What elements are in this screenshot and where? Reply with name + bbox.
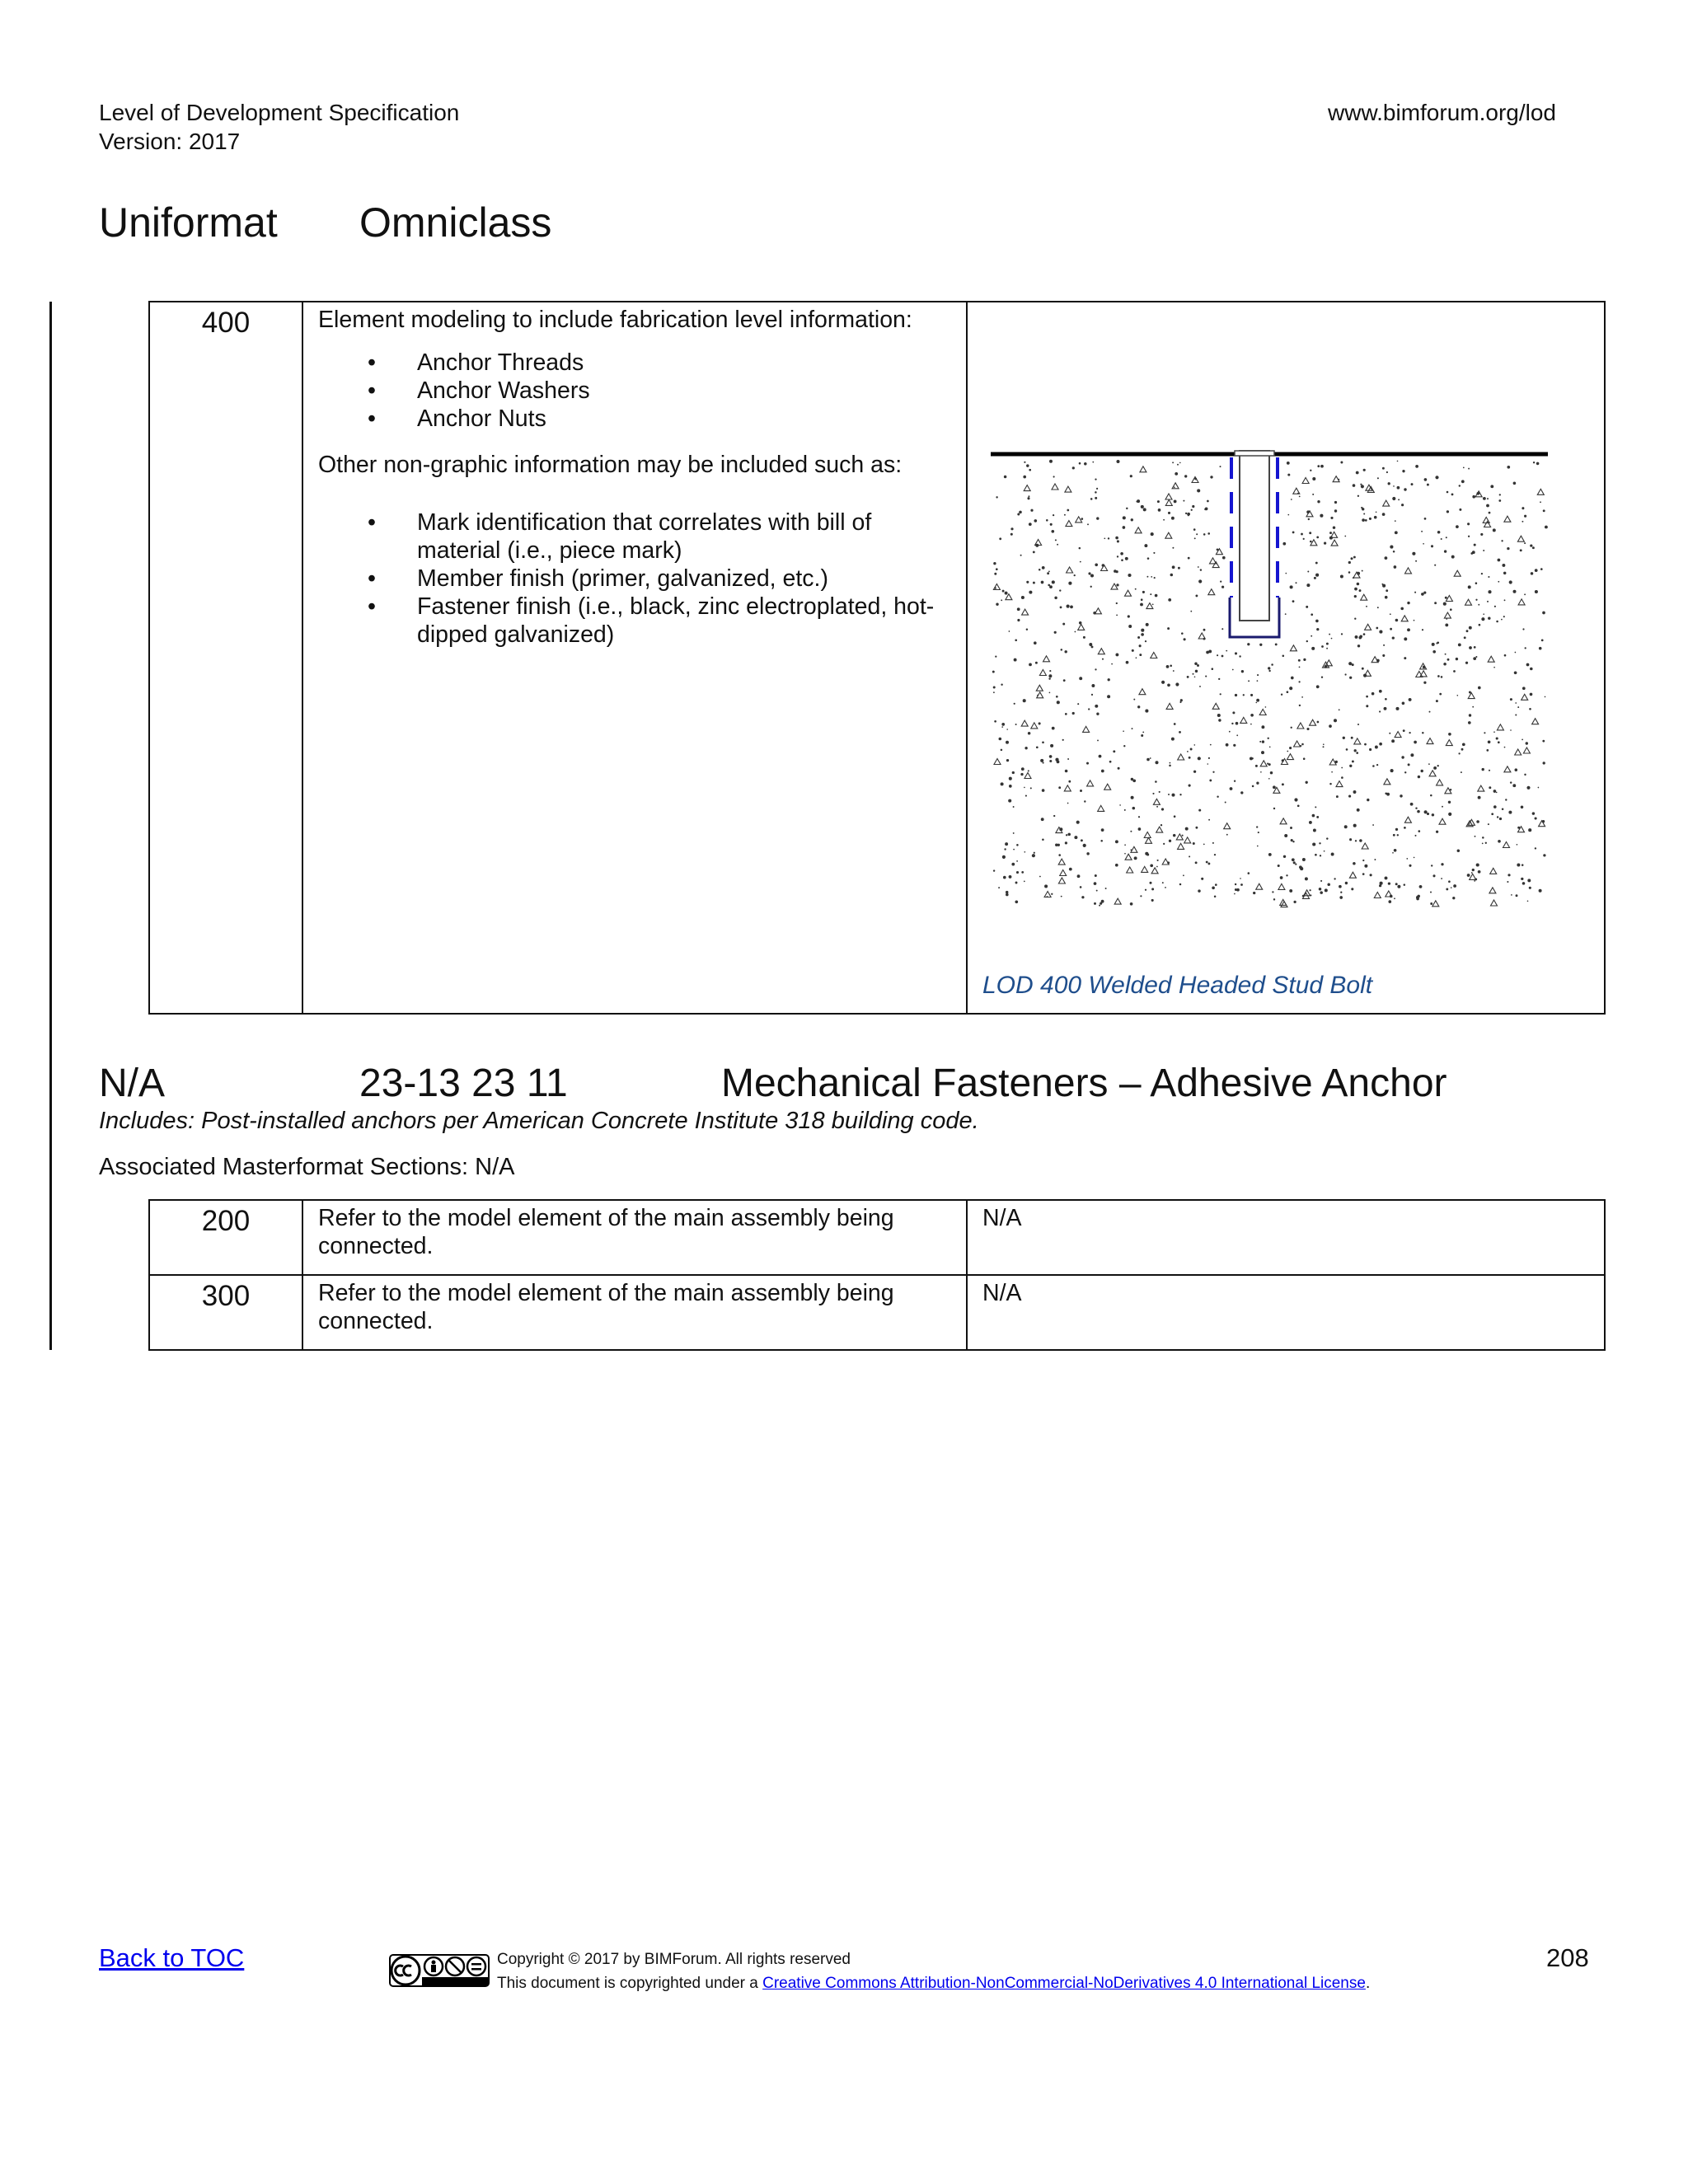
section-title: Mechanical Fasteners – Adhesive Anchor <box>721 1062 1447 1105</box>
lod-nongraphic-list <box>318 509 951 649</box>
heading-omniclass: Omniclass <box>359 199 552 246</box>
lod-illustration-cell: N/A <box>967 1275 1605 1350</box>
doc-version: Version: 2017 <box>99 129 241 154</box>
lod-level-cell: 300 <box>149 1275 302 1350</box>
table-row <box>149 1275 1605 1350</box>
lod-level-cell: 200 <box>149 1200 302 1275</box>
revision-change-bar <box>49 302 52 1350</box>
page-number: 208 <box>1546 1943 1589 1972</box>
section-uniformat: N/A <box>99 1062 166 1105</box>
list-item: • Anchor Threads <box>417 349 951 377</box>
section-omniclass: 23-13 23 11 <box>359 1062 568 1105</box>
lod-description-cell <box>302 302 967 1014</box>
adhesive-anchor-table <box>148 1199 1606 1351</box>
header-url: www.bimforum.org/lod <box>1328 100 1556 125</box>
lod-illustration-cell <box>967 302 1605 1014</box>
heading-uniformat: Uniformat <box>99 199 278 246</box>
list-item: • Member finish (primer, galvanized, etc.) <box>417 565 951 593</box>
list-item: • Anchor Nuts <box>417 405 951 433</box>
doc-title: Level of Development Specification <box>99 100 460 125</box>
list-item: • Fastener finish (i.e., black, zinc electroplated, hot-dipped galvanized) <box>417 593 951 649</box>
stud-shank <box>1240 451 1269 621</box>
associated-masterformat: Associated Masterformat Sections: N/A <box>99 1154 515 1180</box>
lod-description-cell: Refer to the model element of the main assembly being connected. <box>302 1275 967 1350</box>
copyright-text: Copyright © 2017 by BIMForum. All rights reserved <box>497 1951 851 1968</box>
list-item: • Anchor Washers <box>417 377 951 405</box>
lod-illustration-cell: N/A <box>967 1200 1605 1275</box>
lod-graphic-list <box>318 349 951 433</box>
lod-description-cell: Refer to the model element of the main assembly being connected. <box>302 1200 967 1275</box>
stud-weld-plate <box>1235 451 1274 456</box>
license-link[interactable]: Creative Commons Attribution-NonCommercial-NoDerivatives 4.0 International License <box>762 1975 1366 1992</box>
lod-intro: Element modeling to include fabrication level information: <box>318 307 912 333</box>
creative-commons-by-nc-nd-icon <box>389 1954 490 1987</box>
figure-caption: LOD 400 Welded Headed Stud Bolt <box>982 972 1373 999</box>
back-to-toc-link[interactable]: Back to TOC <box>99 1943 245 1972</box>
lod400-table <box>148 301 1606 1015</box>
table-row <box>149 1200 1605 1275</box>
list-item: • Mark identification that correlates with bill of material (i.e., piece mark) <box>417 509 951 565</box>
table-row <box>149 302 1605 1014</box>
license-prefix: This document is copyrighted under a <box>497 1975 763 1992</box>
section-includes: Includes: Post-installed anchors per American Concrete Institute 318 building code. <box>99 1108 979 1134</box>
license-suffix: . <box>1365 1975 1371 1992</box>
lod-other-intro: Other non-graphic information may be included such as: <box>318 452 903 478</box>
license-text <box>497 1974 1370 1994</box>
lod-level-cell: 400 <box>149 302 302 1014</box>
stud-bolt-figure <box>991 375 1551 919</box>
